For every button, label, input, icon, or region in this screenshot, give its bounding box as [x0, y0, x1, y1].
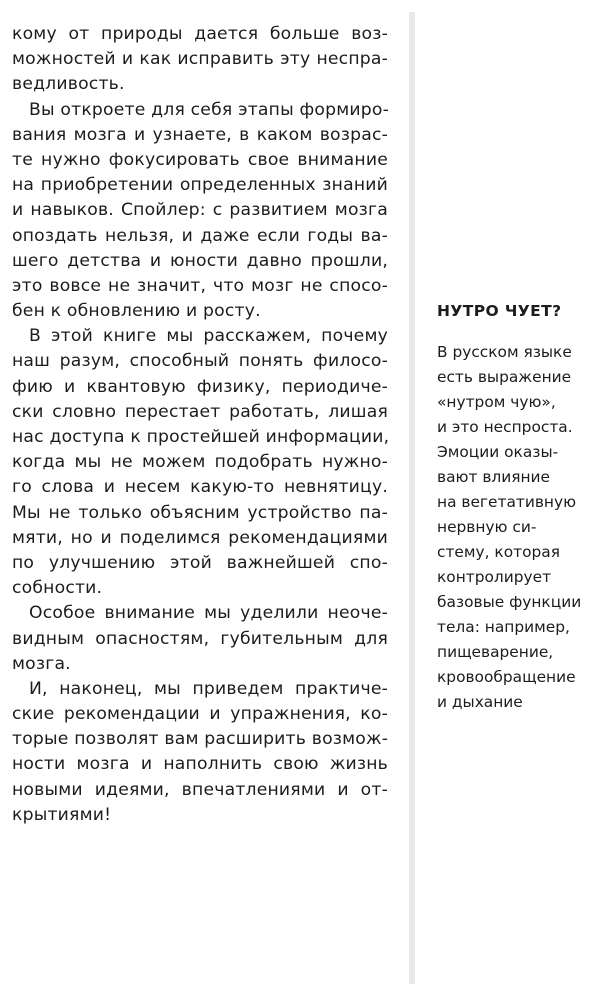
text-line: шего детства и юности давно прошли, [12, 250, 388, 271]
text-line: те нужно фокусировать свое внимание [12, 149, 388, 170]
sidebar-line: на вегетативную [437, 493, 577, 511]
text-line: опоздать нельзя, и даже если годы ва- [12, 225, 388, 246]
text-line: Особое внимание мы уделили неоче- [29, 603, 388, 624]
sidebar-line: есть выражение [437, 368, 572, 386]
sidebar-line: вают влияние [437, 468, 551, 486]
text-line: Мы не только объясним устройство па- [12, 502, 388, 523]
sidebar-line: и дыхание [437, 693, 523, 711]
text-line: ски словно перестает работать, лишая [12, 401, 388, 422]
text-line: когда мы не можем подобрать нужно- [12, 452, 388, 473]
text-line: по улучшению этой важнейшей спо- [12, 552, 388, 573]
text-line: на приобретении определенных знаний [12, 175, 388, 196]
sidebar-line: нервную си- [437, 518, 537, 536]
sidebar-body [437, 340, 597, 715]
text-line: фию и квантовую физику, периодиче- [12, 376, 388, 397]
text-line: вания мозга и узнаете, в каком возрас- [12, 124, 388, 145]
text-line: наш разум, способный понять филосо- [12, 351, 388, 372]
text-line: ности мозга и наполнить свою жизнь [12, 754, 388, 775]
text-line: крытиями! [12, 804, 112, 825]
text-line: В этой книге мы расскажем, почему [29, 326, 388, 347]
sidebar-line: Эмоции оказы- [437, 443, 559, 461]
text-line: ские рекомендации и упражнения, ко- [12, 704, 388, 725]
text-line: собности. [12, 578, 103, 599]
text-line: мяти, но и поделимся рекомендациями [12, 527, 388, 548]
text-line: можностей и как исправить эту неспра- [12, 49, 388, 70]
text-line: бен к обновлению и росту. [12, 301, 261, 322]
text-line: и навыков. Спойлер: с развитием мозга [12, 200, 388, 221]
text-line: торые позволят вам расширить возмож- [12, 729, 389, 750]
text-line: ведливость. [12, 74, 125, 95]
main-text-column [12, 22, 388, 828]
sidebar-line: пищеварение, [437, 643, 554, 661]
text-line: го слова и несем какую-то невнятицу. [12, 477, 388, 498]
text-line: новыми идеями, впечатлениями и от- [12, 779, 388, 800]
column-divider [409, 12, 415, 984]
sidebar-line: «нутром чую», [437, 393, 556, 411]
sidebar-note [437, 300, 597, 715]
sidebar-line: кровообращение [437, 668, 576, 686]
text-line: кому от природы дается больше воз- [12, 24, 388, 44]
text-line: И, наконец, мы приведем практиче- [29, 678, 388, 699]
text-line: это вовсе не значит, что мозг не спосо- [12, 275, 388, 296]
sidebar-title: НУТРО ЧУЕТ? [437, 302, 562, 320]
sidebar-line: В русском языке [437, 343, 572, 361]
sidebar-line: контролирует [437, 568, 552, 586]
text-line: Вы откроете для себя этапы формиро- [29, 99, 390, 120]
text-line: нас доступа к простейшей информации, [12, 427, 390, 447]
sidebar-line: и это неспроста. [437, 418, 573, 436]
sidebar-line: стему, которая [437, 543, 560, 561]
sidebar-line: базовые функции [437, 593, 582, 611]
sidebar-line: тела: например, [437, 618, 570, 636]
text-line: мозга. [12, 653, 71, 674]
text-line: видным опасностям, губительным для [12, 628, 388, 649]
